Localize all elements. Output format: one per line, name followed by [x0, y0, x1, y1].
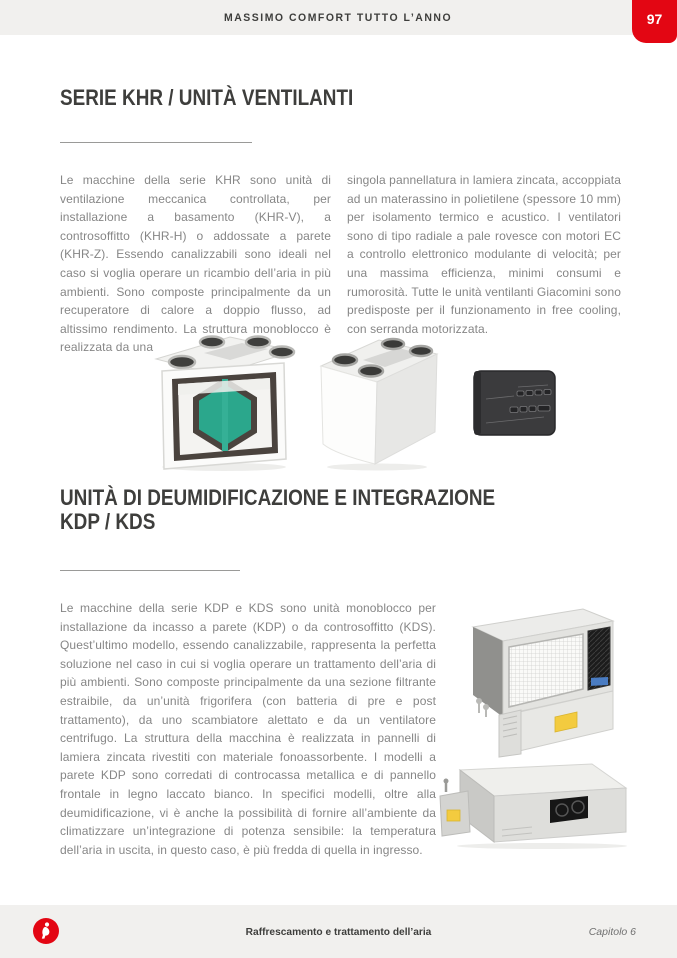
section-khr-title: SERIE KHR / UNITÀ VENTILANTI — [60, 85, 354, 110]
page-number-badge — [632, 0, 677, 43]
footer-section-title: Raffrescamento e trattamento dell’aria — [245, 925, 432, 938]
giacomini-logo-icon — [33, 918, 59, 944]
header-title: MASSIMO COMFORT TUTTO L’ANNO — [224, 11, 453, 24]
footer-bar — [0, 905, 677, 958]
kds-ceiling-unit-image — [432, 758, 632, 855]
page-number: 97 — [646, 10, 663, 27]
kdp-wall-unit-image — [455, 597, 625, 767]
khr-unit-open-image — [142, 325, 304, 478]
title-rule — [60, 570, 240, 571]
chapter-label: Capitolo 6 — [588, 925, 636, 938]
kdp-paragraph: Le macchine della serie KDP e KDS sono unità monoblocco per installazione da incasso a parete (KDP) o da controsoffitto (KDS). Quest’ultimo modello, essendo canalizzabile, rappresenta la perfetta soluzione nel caso in cui si voglia operare un trattamento dell’aria di più ambienti. Sono composte principalmente da una sezione filtrante estraibile, da un’unità frigorifera (con batteria di pre e post trattamento), da uno scambiatore alettato e da un ventilatore centrifugo. La struttura della macchina è realizzata in pannelli di lamiera zincata rivestiti con materiale fonoassorbente. I modelli a parete KDP sono corredati di controcassa metallica e di pannello frontale in legno laccato bianco. In specifici modelli, oltre alla deumidificazione, vi è anche la possibilità di fornire all’ambiente da climatizzare un’integrazione di potenza sensibile: la temperatura dell’aria in uscita, in questo caso, è più fredda di quella in ingresso. — [60, 601, 436, 857]
khr-unit-closed-image — [315, 330, 443, 477]
header-bar — [0, 0, 677, 35]
khr-paragraph-left: Le macchine della serie KHR sono unità di ventilazione meccanica controllata, per installazione a basamento (KHR-V), a controsoffitto (KHR-H) o addossate a parete (KHR-Z). Essendo canalizzabili sono ideali nel caso si voglia operare un ricambio dell’aria in più ambienti. Sono composte principalmente da un recuperatore di calore a doppio flusso, ad altissimo rendimento. La struttura monoblocco è realizzata da una — [60, 173, 331, 355]
control-panel-image — [470, 365, 558, 446]
khr-paragraph-right: singola pannellatura in lamiera zincata, accoppiata ad un materassino in polietilene (spessore 10 mm) per isolamento termico e acustico. I ventilatori sono di tipo radiale a pale rovesce con motori EC a controllo elettronico modulante di velocità; per una massima efficienza, minimi consumi e rumorosità. Tutte le unità ventilanti Giacomini sono predisposte per il funzionamento in free cooling, con serranda motorizzata. — [347, 173, 621, 336]
section-kdp-title: UNITÀ DI DEUMIDIFICAZIONE E INTEGRAZIONE KDP / KDS — [60, 485, 496, 534]
title-rule — [60, 142, 252, 143]
